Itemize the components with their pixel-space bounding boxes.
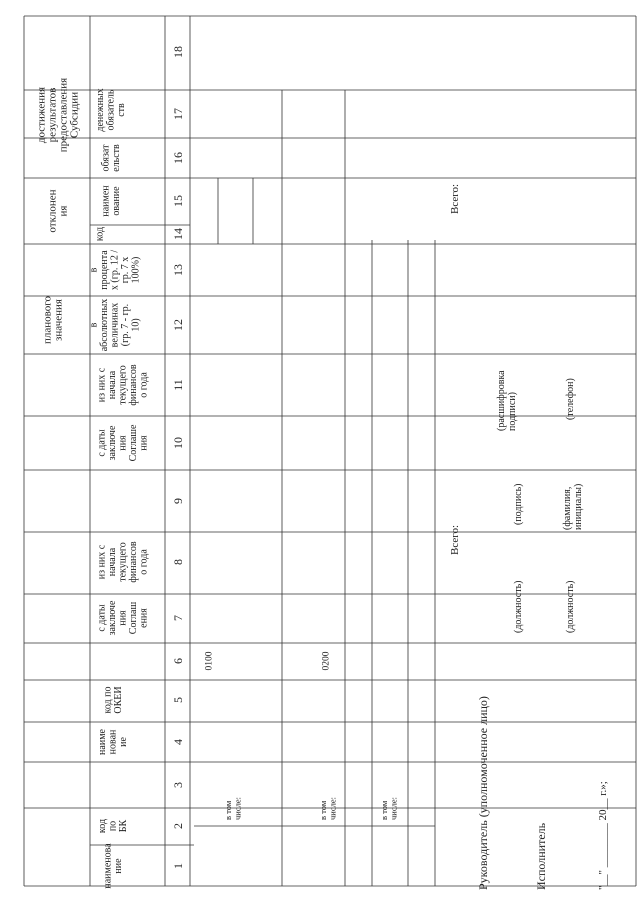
- header-col-2: кодпоБК: [97, 818, 129, 834]
- executor-name-caption: (фамилия,инициалы): [562, 483, 584, 530]
- header-col-7: с датызаключенияСоглашения: [96, 600, 150, 636]
- head-decoding-caption: (расшифровкаподписи): [496, 370, 518, 431]
- column-number-18: 18: [171, 46, 186, 58]
- header-col-11: из них сначалатекущегофинансово года: [96, 364, 150, 406]
- header-col-1: наименование: [102, 843, 124, 889]
- header-plan-group: плановогозначения: [41, 295, 65, 345]
- total-label-left: Всего:: [449, 524, 461, 555]
- including-label-1: в томчисле:: [223, 797, 243, 820]
- column-number-11: 11: [171, 379, 186, 391]
- executor-label: Исполнитель: [534, 822, 548, 890]
- column-number-2: 2: [171, 823, 186, 829]
- header-col-14: код: [94, 226, 106, 242]
- header-achievement-group: достижениярезультатовпредоставленияСубсидии: [35, 77, 81, 153]
- column-number-4: 4: [171, 739, 186, 745]
- column-number-13: 13: [171, 264, 186, 276]
- column-number-17: 17: [171, 108, 186, 120]
- column-number-5: 5: [171, 697, 186, 703]
- signature-date-line: "__" ________ 20__ г.»;: [597, 781, 609, 890]
- header-deviation-group: отклонения: [46, 189, 70, 233]
- total-label-right: Всего:: [449, 183, 461, 214]
- head-position-caption: (должность): [513, 580, 524, 633]
- column-number-7: 7: [171, 615, 186, 621]
- including-label-2: в томчисле:: [318, 797, 338, 820]
- header-col-17: денежныхобязательств: [95, 88, 127, 132]
- head-signature-caption: (подпись): [513, 483, 524, 525]
- header-col-15: наименование: [100, 185, 122, 217]
- okei-code-0200: 0200: [321, 651, 332, 671]
- executor-phone-caption: (телефон): [565, 378, 576, 420]
- including-label-3: в томчисле:: [379, 797, 399, 820]
- header-col-10: с датызаключенияСоглашения: [96, 424, 150, 462]
- signature-block: [476, 370, 609, 890]
- head-signature-label: Руководитель (уполномоченное лицо): [476, 696, 490, 890]
- column-number-8: 8: [171, 559, 186, 565]
- header-col-5: код поОКЕИ: [102, 686, 124, 714]
- header-col-4: наименование: [97, 729, 129, 755]
- okei-code-0100: 0100: [204, 651, 215, 671]
- column-number-6: 6: [171, 658, 186, 664]
- column-number-14: 14: [171, 228, 186, 240]
- header-col-12: вабсолютныхвеличинах(гр. 7 - гр.10): [88, 298, 142, 352]
- executor-position-caption: (должность): [565, 580, 576, 633]
- header-col-8: из них сначалатекущегофинансово года: [96, 541, 150, 583]
- column-number-9: 9: [171, 498, 186, 504]
- column-number-15: 15: [171, 195, 186, 207]
- column-number-16: 16: [171, 152, 186, 164]
- header-col-13: впроцентах (гр. 12 /гр. 7 x100%): [88, 249, 142, 291]
- column-number-1: 1: [171, 863, 186, 869]
- column-number-10: 10: [171, 437, 186, 449]
- column-number-12: 12: [171, 319, 186, 331]
- header-col-16: обязательств: [100, 144, 122, 172]
- column-number-3: 3: [171, 782, 186, 788]
